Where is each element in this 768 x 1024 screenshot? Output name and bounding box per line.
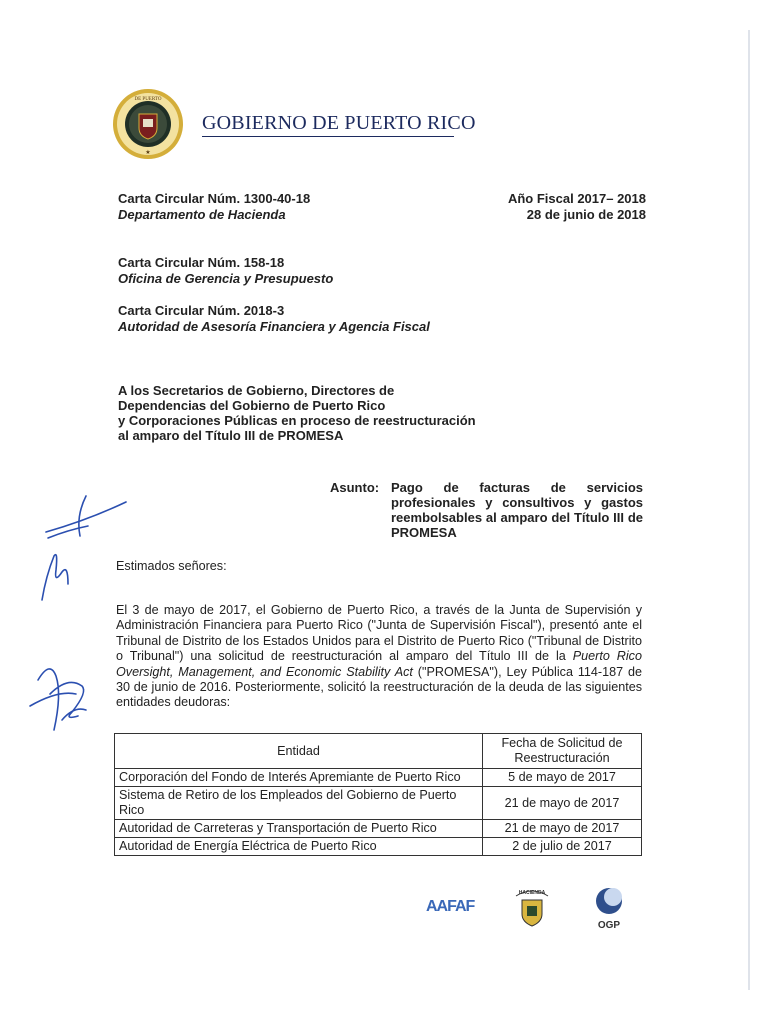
addressee-line: Dependencias del Gobierno de Puerto Rico — [118, 398, 386, 413]
government-seal-icon — [112, 88, 184, 160]
entity-cell: Corporación del Fondo de Interés Apremiante de Puerto Rico — [115, 769, 483, 787]
hacienda-logo-icon — [510, 884, 554, 932]
body-paragraph — [116, 603, 642, 711]
date-cell: 21 de mayo de 2017 — [483, 820, 642, 838]
title-underline — [202, 136, 454, 137]
salutation: Estimados señores: — [116, 559, 227, 573]
page-edge-line — [748, 30, 750, 990]
circular-3-agency: Autoridad de Asesoría Financiera y Agencia Fiscal — [118, 319, 430, 334]
date-cell: 5 de mayo de 2017 — [483, 769, 642, 787]
fiscal-year: Año Fiscal 2017– 2018 — [507, 191, 646, 206]
circular-3-number: Carta Circular Núm. 2018-3 — [118, 303, 285, 318]
circular-2-agency: Oficina de Gerencia y Presupuesto — [118, 271, 334, 286]
svg-text:HACIENDA: HACIENDA — [518, 890, 546, 896]
table-header-row — [115, 734, 642, 769]
paragraph-text: ("PROMESA"), Ley Pública 114-187 de 30 de junio de 2016. Posteriormente, solicitó la reestructuración de la deuda de las siguientes entidades deudoras: — [116, 664, 642, 710]
debtor-entities-table — [114, 733, 642, 856]
circular-1-number: Carta Circular Núm. 1300-40-18 — [118, 191, 311, 206]
paragraph-text: El 3 de mayo de 2017, el Gobierno de Puerto Rico, a través de la Junta de Supervisión y Administración Financiera para Puerto Rico ("Junta de Supervisión Fiscal"), presentó ante el Tribunal de Distrito de los Estados Unidos para el Distrito de Puerto Rico ("Tribunal de Distrito o Tribunal") una solicitud de reestructuración al amparo del Título III de la — [116, 603, 642, 664]
addressee-line: al amparo del Título III de PROMESA — [118, 428, 344, 443]
addressee-line: A los Secretarios de Gobierno, Directores de — [118, 383, 395, 398]
entity-cell: Sistema de Retiro de los Empleados del Gobierno de Puerto Rico — [115, 787, 483, 820]
svg-text:★: ★ — [145, 150, 151, 156]
circular-1-agency: Departamento de Hacienda — [118, 207, 286, 222]
aafaf-logo: AAFAF — [426, 898, 475, 915]
table-row — [115, 820, 642, 838]
table-row — [115, 838, 642, 856]
subject-text: Pago de facturas de servicios profesionales y consultivos y gastos reembolsables al amparo del Título III de PROMESA — [391, 480, 643, 540]
government-title: GOBIERNO DE PUERTO RICO — [202, 112, 476, 134]
document-date: 28 de junio de 2018 — [526, 207, 646, 222]
ogp-logo-icon — [592, 886, 626, 932]
addressee-block — [118, 383, 476, 443]
svg-text:DE PUERTO: DE PUERTO — [134, 97, 162, 102]
ogp-logo-label: OGP — [597, 920, 621, 931]
table-row — [115, 787, 642, 820]
handwritten-initials-icon — [28, 480, 138, 760]
act-name: Puerto Rico Oversight, Management, and Economic Stability Act — [116, 649, 642, 679]
column-header-entity: Entidad — [115, 734, 483, 769]
addressee-line: y Corporaciones Públicas en proceso de reestructuración — [118, 413, 476, 428]
column-header-date: Fecha de Solicitud de Reestructuración — [483, 734, 642, 769]
date-cell: 2 de julio de 2017 — [483, 838, 642, 856]
entity-cell: Autoridad de Carreteras y Transportación de Puerto Rico — [115, 820, 483, 838]
circular-2-number: Carta Circular Núm. 158-18 — [118, 255, 285, 270]
entity-cell: Autoridad de Energía Eléctrica de Puerto Rico — [115, 838, 483, 856]
subject-label: Asunto: — [330, 480, 380, 495]
table-row — [115, 769, 642, 787]
date-cell: 21 de mayo de 2017 — [483, 787, 642, 820]
